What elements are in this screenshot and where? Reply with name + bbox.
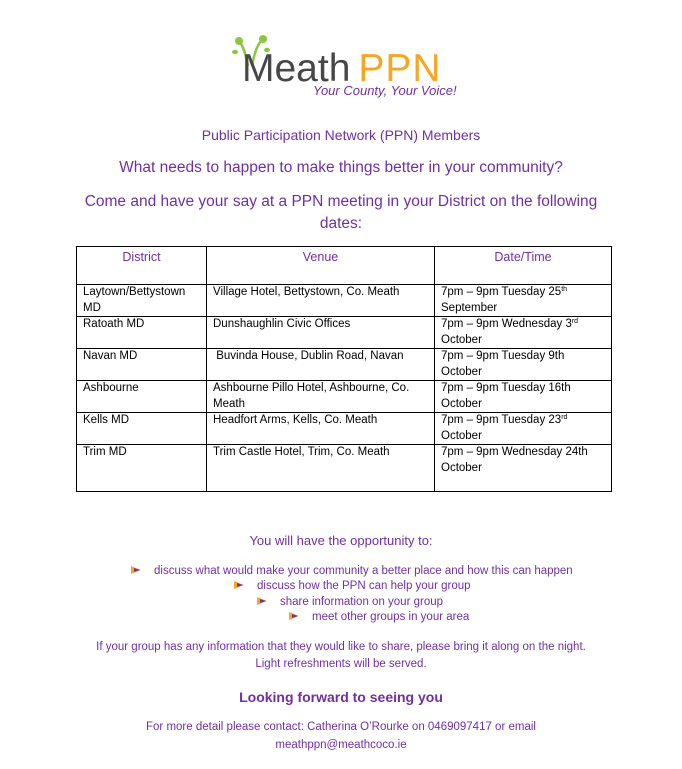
cell-venue: Ashbourne Pillo Hotel, Ashbourne, Co. Meath bbox=[207, 381, 435, 413]
table-row bbox=[77, 413, 612, 445]
bullet-text: discuss how the PPN can help your group bbox=[257, 580, 471, 592]
bullet-text: share information on your group bbox=[280, 596, 444, 608]
share-info-text: If your group has any information that they would like to share, please bring it along on the night. bbox=[96, 641, 586, 653]
column-header-district: District bbox=[77, 247, 207, 285]
cell-venue: Buvinda House, Dublin Road, Navan bbox=[207, 349, 435, 381]
date-text: 7pm – 9pm Tuesday 23 bbox=[441, 414, 562, 426]
date-text: 7pm – 9pm Wednesday 24th October bbox=[441, 446, 588, 474]
arrow-bullet-icon bbox=[256, 595, 268, 607]
column-header-date-time: Date/Time bbox=[435, 247, 612, 285]
contact-text: For more detail please contact: Catherina O’Rourke on 0469097417 or email bbox=[146, 721, 536, 733]
date-text-cont: October bbox=[441, 429, 482, 442]
cell-date-time bbox=[435, 285, 612, 317]
cell-district: Laytown/Bettystown MD bbox=[77, 285, 207, 317]
cell-venue: Trim Castle Hotel, Trim, Co. Meath bbox=[207, 445, 435, 492]
arrow-bullet-icon bbox=[233, 579, 245, 591]
table-header-row bbox=[77, 247, 612, 285]
arrow-bullet-icon bbox=[130, 564, 142, 576]
date-text-cont: October bbox=[441, 333, 482, 346]
contact-email: meathppn@meathcoco.ie bbox=[275, 739, 407, 751]
cell-venue: Dunshaughlin Civic Offices bbox=[207, 317, 435, 349]
cell-venue: Village Hotel, Bettystown, Co. Meath bbox=[207, 285, 435, 317]
cell-date-time bbox=[435, 317, 612, 349]
date-text: 7pm – 9pm Tuesday 9th October bbox=[441, 350, 565, 378]
table-row bbox=[77, 381, 612, 413]
column-header-venue: Venue bbox=[207, 247, 435, 285]
date-text: 7pm – 9pm Wednesday 3 bbox=[441, 318, 572, 330]
bullet-text: meet other groups in your area bbox=[312, 611, 470, 623]
cell-date-time bbox=[435, 445, 612, 492]
cell-venue: Headfort Arms, Kells, Co. Meath bbox=[207, 413, 435, 445]
table-row bbox=[77, 445, 612, 492]
meeting-schedule-table bbox=[76, 246, 612, 492]
cell-district: Kells MD bbox=[77, 413, 207, 445]
date-suffix: rd bbox=[561, 414, 568, 421]
heading-invite-cont: dates: bbox=[319, 215, 363, 232]
refreshments-text: Light refreshments will be served. bbox=[255, 658, 427, 670]
bullet-text: discuss what would make your community a better place and how this can happen bbox=[154, 565, 573, 577]
date-text: 7pm – 9pm Tuesday 16th October bbox=[441, 382, 571, 410]
bullet-item bbox=[233, 579, 471, 592]
cell-date-time bbox=[435, 349, 612, 381]
cell-district: Navan MD bbox=[77, 349, 207, 381]
meath-ppn-logo bbox=[230, 32, 500, 102]
heading-question: What needs to happen to make things better in your community? bbox=[119, 159, 563, 176]
heading-invite: Come and have your say at a PPN meeting in your District on the following bbox=[84, 193, 598, 210]
bullet-item bbox=[256, 595, 443, 608]
cell-district: Ashbourne bbox=[77, 381, 207, 413]
table-row bbox=[77, 349, 612, 381]
opportunity-intro: You will have the opportunity to: bbox=[249, 533, 433, 548]
cell-district: Trim MD bbox=[77, 445, 207, 492]
date-suffix: rd bbox=[571, 318, 579, 325]
cell-date-time bbox=[435, 381, 612, 413]
logo-tagline: Your County, Your Voice! bbox=[313, 83, 457, 98]
date-suffix: th bbox=[561, 286, 568, 293]
heading-members: Public Participation Network (PPN) Members bbox=[201, 127, 481, 143]
date-text-cont: September bbox=[441, 301, 498, 314]
date-text: 7pm – 9pm Tuesday 25 bbox=[441, 286, 562, 298]
table-row bbox=[77, 317, 612, 349]
closing-message: Looking forward to seeing you bbox=[239, 689, 443, 705]
table-row bbox=[77, 285, 612, 317]
logo-ppn: PPN bbox=[358, 47, 442, 90]
bullet-item bbox=[130, 564, 573, 577]
cell-district: Ratoath MD bbox=[77, 317, 207, 349]
logo-meath: Meath bbox=[242, 47, 351, 90]
arrow-bullet-icon bbox=[288, 610, 300, 622]
cell-date-time bbox=[435, 413, 612, 445]
bullet-item bbox=[288, 610, 469, 623]
